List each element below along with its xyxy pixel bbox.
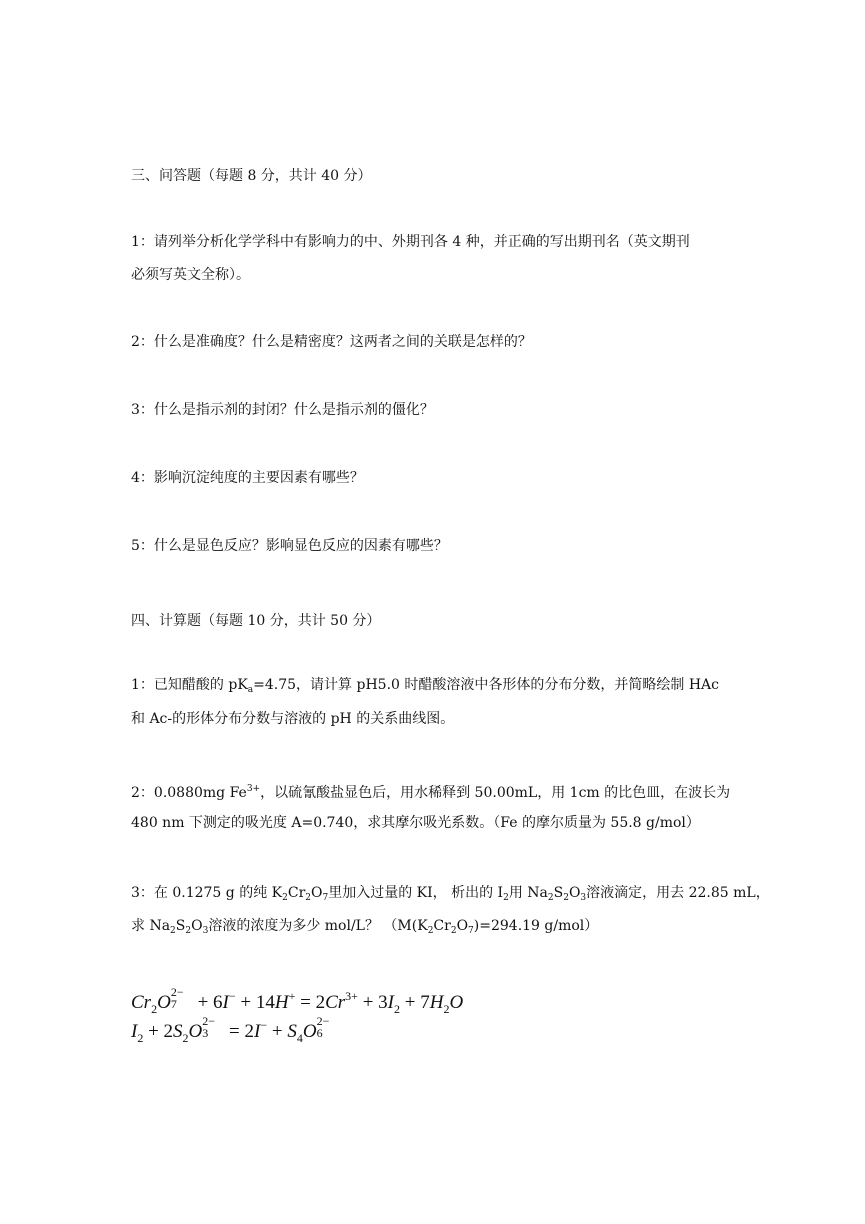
eq2-t3: +: [267, 1021, 288, 1042]
calc-3-l2e: Cr: [433, 918, 451, 934]
eq2-o2-sub: 6: [316, 1026, 323, 1040]
eq2-i2: I: [254, 1021, 261, 1042]
calc-3-line-1: [131, 884, 770, 907]
calc-3-l2s5: 2: [450, 926, 457, 936]
calc-2-text-a: 2：0.0880mg Fe: [131, 785, 247, 801]
eq1-t1: + 6: [192, 992, 223, 1013]
calc-3-t2: Cr: [287, 885, 306, 901]
calc-2-text-b: ，以硫氰酸盐显色后，用水稀释到 50.00mL，用 1cm 的比色皿，在波长为: [260, 785, 731, 801]
question-2: 2：什么是准确度？什么是精密度？这两者之间的关联是怎样的？: [131, 334, 532, 350]
eq1-t2: + 14: [235, 992, 275, 1013]
eq2-o2: O: [302, 1021, 317, 1042]
calc-1-text-a: 1：已知醋酸的 pK: [131, 677, 248, 693]
eq2-o2-script: [316, 1014, 339, 1040]
eq1-t5: + 7: [400, 992, 430, 1013]
calc-1-text-b: =4.75，请计算 pH5.0 时醋酸溶液中各形体的分布分数，并简略绘制 HAc: [253, 677, 720, 693]
calc-3-t3: O: [311, 885, 323, 901]
calc-1-subscript: a: [247, 685, 254, 695]
eq2-o: O: [188, 1021, 203, 1042]
calc-3-l2c: O: [191, 918, 203, 934]
eq1-o2: O: [449, 992, 464, 1013]
eq1-i-sup: −: [228, 989, 236, 1003]
calc-2-superscript: 3+: [246, 784, 261, 794]
calc-3-l2s2: 2: [185, 926, 192, 936]
calc-2-line-1: [131, 780, 730, 802]
calc-3-t4: 里加入过量的 KI， 析出的 I: [328, 885, 504, 901]
calc-3-s7: 3: [580, 893, 587, 903]
eq1-h2: H: [429, 992, 444, 1013]
question-4: 4：影响沉淀纯度的主要因素有哪些？: [131, 470, 364, 486]
calc-3-l2f: O: [456, 918, 469, 934]
question-1-line-2: 必须写英文全称）。: [131, 267, 250, 283]
calc-3-s2: 2: [305, 893, 311, 903]
calc-3-s6: 2: [563, 893, 569, 903]
section-4-heading: 四、计算题（每题 10 分，共计 50 分）: [131, 613, 381, 629]
eq2-o-script: [202, 1014, 224, 1040]
eq1-t3: = 2: [295, 992, 326, 1013]
eq1-cr2-sup: 3+: [345, 989, 358, 1003]
eq1-h: H: [274, 992, 289, 1013]
eq2-t2: = 2: [224, 1021, 254, 1042]
eq1-t4: + 3: [357, 992, 388, 1013]
eq1-cr: Cr: [131, 992, 152, 1013]
eq2-i2-sup: −: [260, 1018, 268, 1032]
calc-1-line-1: [131, 676, 719, 699]
calc-3-t7: O: [568, 885, 581, 901]
calc-3-l2d: 溶液的浓度为多少 mol/L？ （M(K: [208, 918, 428, 934]
calc-3-s4: 2: [503, 893, 509, 903]
question-5: 5：什么是显色反应？影响显色反应的因素有哪些？: [131, 538, 448, 554]
calc-3-l2s6: 7: [468, 926, 474, 936]
calc-3-line-2: [131, 917, 598, 940]
eq2-i: I: [131, 1021, 138, 1042]
calc-3-l2s4: 2: [427, 926, 434, 936]
eq1-o-sup: 2−: [170, 985, 184, 999]
equation-2: [131, 1014, 339, 1049]
eq1-i2: I: [387, 992, 394, 1013]
calc-2-line-2: 480 nm 下测定的吸光度 A=0.740，求其摩尔吸光系数。（Fe 的摩尔质量为 55.8 g/mol）: [131, 815, 700, 831]
eq2-s2: S: [287, 1021, 297, 1042]
calc-3-t1: 3：在 0.1275 g 的纯 K: [131, 885, 283, 901]
eq2-o2-sup: 2−: [316, 1014, 330, 1028]
calc-3-s5: 2: [547, 893, 554, 903]
question-3: 3：什么是指示剂的封闭？什么是指示剂的僵化？: [131, 402, 434, 418]
question-1-line-1: 1：请列举分析化学学科中有影响力的中、外期刊各 4 种，并正确的写出期刊名（英文期刊: [131, 234, 690, 250]
calc-3-l2b: S: [175, 918, 186, 934]
calc-3-t5: 用 Na: [508, 885, 548, 901]
eq2-s: S: [173, 1021, 183, 1042]
eq1-o-script: [170, 985, 193, 1011]
calc-1-line-2: 和 Ac-的形体分布分数与溶液的 pH 的关系曲线图。: [131, 711, 455, 727]
eq2-o-sup: 2−: [202, 1014, 216, 1028]
eq1-h2-sub: 2: [443, 1002, 450, 1016]
eq1-o: O: [157, 992, 171, 1013]
eq2-i-sub: 2: [137, 1031, 144, 1045]
calc-3-s1: 2: [282, 893, 288, 903]
calc-3-t8: 溶液滴定，用去 22.85 mL，: [586, 885, 770, 901]
calc-3-s3: 7: [322, 893, 329, 903]
eq1-cr2: Cr: [325, 992, 346, 1013]
eq2-s-sub: 2: [182, 1031, 189, 1045]
eq2-o-sub: 3: [202, 1026, 209, 1040]
eq1-cr-sub: 2: [151, 1002, 158, 1016]
eq1-i: I: [222, 992, 229, 1013]
calc-3-l2g: )=294.19 g/mol）: [473, 918, 599, 934]
eq1-i2-sub: 2: [394, 1002, 400, 1016]
eq1-h-sup: +: [288, 989, 296, 1003]
eq2-t1: + 2: [143, 1021, 174, 1042]
calc-3-l2s1: 2: [170, 926, 176, 936]
calc-3-l2s3: 3: [202, 926, 209, 936]
calc-3-l2a: 求 Na: [131, 918, 171, 934]
eq2-s2-sub: 4: [296, 1031, 303, 1045]
section-3-heading: 三、问答题（每题 8 分，共计 40 分）: [131, 168, 372, 184]
calc-3-t6: S: [553, 885, 564, 901]
eq1-o-sub: 7: [170, 997, 177, 1011]
